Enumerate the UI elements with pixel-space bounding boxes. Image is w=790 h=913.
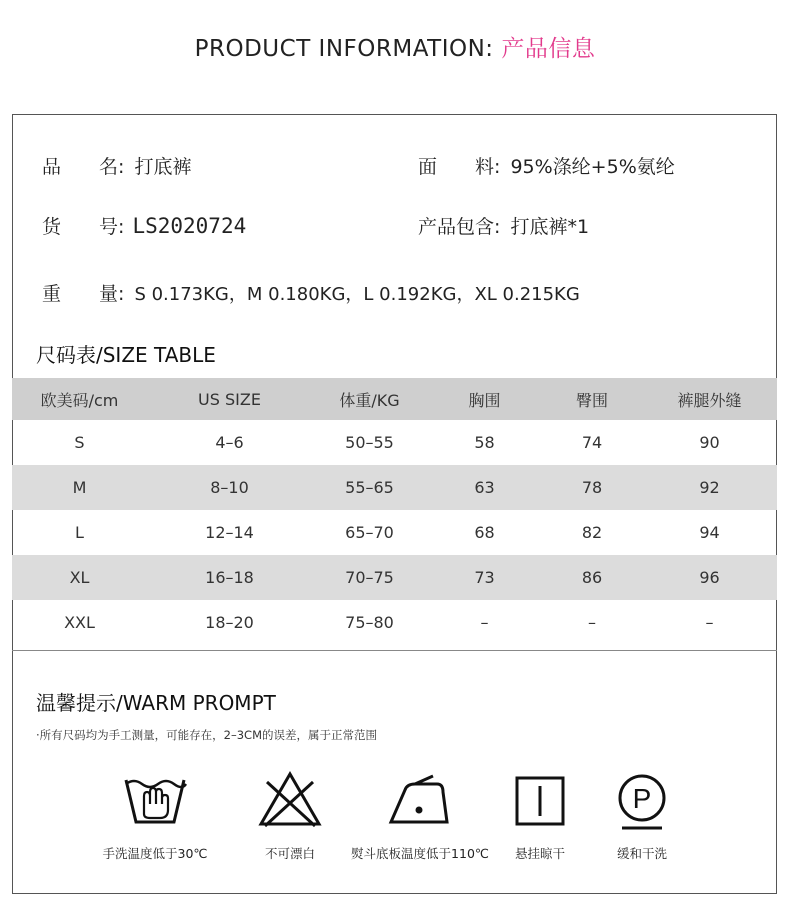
info-sku: [42, 212, 246, 239]
table-cell: 58: [474, 433, 495, 452]
name-label: 品 名:: [42, 156, 125, 178]
col-header: 胸围: [427, 378, 542, 420]
includes-label: 产品包含:: [418, 216, 501, 238]
table-row: [12, 600, 777, 645]
info-fabric: [418, 152, 675, 179]
table-cell: 70–75: [312, 555, 427, 600]
table-cell: 50–55: [345, 433, 394, 452]
care-label: 悬挂晾干: [514, 846, 566, 861]
care-item-iron: [351, 770, 489, 861]
table-cell: 18–20: [205, 613, 254, 632]
section-divider: [12, 650, 777, 651]
no-bleach-icon: [255, 770, 325, 830]
dry-clean-p-icon: [607, 770, 677, 834]
table-cell: 4–6: [215, 433, 244, 452]
table-cell: –: [480, 613, 489, 632]
name-value: 打底裤: [134, 156, 192, 178]
table-cell: 78: [542, 465, 642, 510]
table-cell: 12–14: [205, 523, 254, 542]
care-label: 缓和干洗: [616, 846, 668, 861]
table-cell: 75–80: [345, 613, 394, 632]
col-header: 臀围: [542, 378, 642, 420]
care-label: 手洗温度低于30℃: [102, 846, 208, 861]
table-row: [12, 420, 777, 465]
table-cell: 68: [474, 523, 495, 542]
table-cell: 96: [642, 555, 777, 600]
care-item-line-dry: [500, 770, 580, 861]
table-cell: –: [705, 613, 714, 632]
weight-value: S 0.173KG，M 0.180KG，L 0.192KG，XL 0.215KG: [134, 284, 580, 305]
page-header: [0, 30, 790, 63]
table-cell: 73: [427, 555, 542, 600]
table-cell: 16–18: [147, 555, 312, 600]
table-cell: 92: [642, 465, 777, 510]
col-header: 裤腿外缝: [642, 378, 777, 420]
line-dry-icon: [505, 770, 575, 830]
table-row: [12, 510, 777, 555]
table-cell: 63: [427, 465, 542, 510]
table-cell: 65–70: [345, 523, 394, 542]
table-row: [12, 465, 777, 510]
info-weight: [42, 279, 580, 306]
info-name: [42, 152, 191, 179]
table-cell: 55–65: [312, 465, 427, 510]
header-en: PRODUCT INFORMATION:: [194, 36, 502, 62]
table-cell: XXL: [64, 613, 95, 632]
col-header: US SIZE: [147, 378, 312, 420]
header-cn: 产品信息: [501, 36, 596, 62]
hand-wash-icon: [120, 770, 190, 830]
fabric-label: 面 料:: [418, 156, 501, 178]
care-item-dry-clean: [602, 770, 682, 861]
iron-icon: [385, 770, 455, 830]
prompt-title: 温馨提示/WARM PROMPT: [36, 691, 276, 715]
table-cell: 74: [581, 433, 603, 452]
sku-value: LS2020724: [132, 214, 247, 238]
table-cell: 8–10: [147, 465, 312, 510]
table-cell: –: [588, 613, 596, 632]
weight-label: 重 量:: [42, 283, 125, 305]
includes-value: 打底裤*1: [510, 216, 590, 238]
prompt-note: ·所有尺码均为手工测量，可能存在，2–3CM的误差，属于正常范围: [36, 728, 377, 742]
table-cell: M: [12, 465, 147, 510]
size-table-title: 尺码表/SIZE TABLE: [36, 343, 216, 367]
fabric-value: 95%涤纶+5%氨纶: [510, 156, 675, 178]
care-label: 不可漂白: [264, 846, 316, 861]
col-header: 体重/KG: [312, 378, 427, 420]
table-cell: XL: [12, 555, 147, 600]
size-table: [12, 378, 777, 645]
care-item-hand-wash: [102, 770, 208, 861]
table-cell: S: [74, 433, 85, 452]
table-cell: 86: [542, 555, 642, 600]
sku-label: 货 号:: [42, 216, 125, 238]
svg-text:P: P: [632, 783, 652, 814]
care-label: 熨斗底板温度低于110℃: [351, 846, 489, 861]
table-cell: 94: [699, 523, 720, 542]
table-cell: 82: [581, 523, 603, 542]
care-item-no-bleach: [250, 770, 330, 861]
info-includes: [418, 212, 589, 239]
table-cell: L: [75, 523, 84, 542]
table-header-row: [12, 378, 777, 420]
table-row: [12, 555, 777, 600]
table-cell: 90: [699, 433, 720, 452]
col-header: 欧美码/cm: [12, 378, 147, 420]
